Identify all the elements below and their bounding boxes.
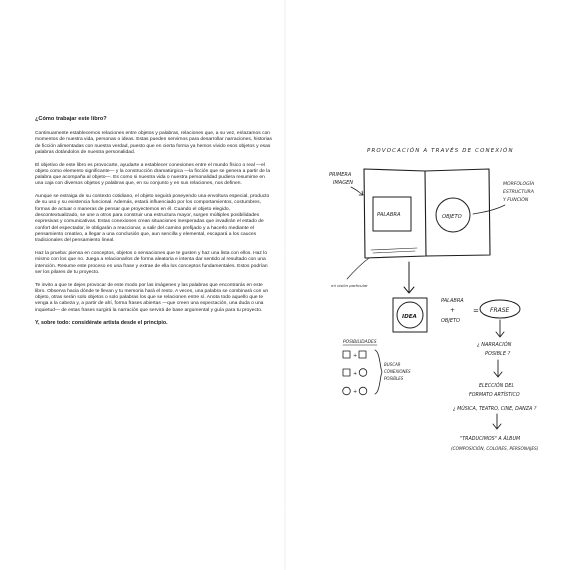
possibility-row-1 [343, 351, 366, 359]
circle-shape [359, 369, 367, 377]
label-composicion: (COMPOSICIÓN, COLORES, PERSONAJES) [451, 447, 539, 452]
hand-drawn-diagram [285, 0, 570, 570]
label-buscar: BUSCAR [384, 362, 401, 367]
section-heading: ¿Cómo trabajar este libro? [35, 116, 107, 122]
label-conexiones: CONEXIONES [384, 369, 411, 374]
label-estructura: ESTRUCTURA [503, 190, 534, 195]
label-posibilidades: POSIBILIDADES [343, 340, 377, 345]
closing-line: Y, sobre todo: considérate artista desde el principio. [35, 320, 168, 327]
book-text-lines [371, 248, 417, 253]
label-posibles: POSIBLES [384, 376, 404, 381]
plus-sign: + [353, 353, 358, 359]
label-morfologia: MORFOLOGÍA [503, 182, 535, 187]
label-imagen: IMAGEN [333, 180, 353, 186]
paragraph-1: Continuamente establecemos relaciones entre objetos y palabras, relaciones que, a su vez, enlazamos con momentos de nuestra vida, personas o ideas. Estas pueden servirnos para desarrollar narraciones, historias de ficción alimentadas con nuestra verdad, puesto que en cierta forma ya hemos vivido esos objetos y esas palabras dotándolos de nuestra personalidad. [35, 131, 272, 155]
arrow-primera-imagen [351, 187, 363, 195]
square-shape [343, 369, 350, 376]
label-plus: + [450, 307, 456, 314]
label-primera: PRIMERA [329, 172, 352, 178]
label-formatos: ¿ MÚSICA, TEATRO, CINE, DANZA ? [453, 407, 537, 412]
label-traducimos: "TRADUCIMOS" A ÁLBUM [460, 437, 521, 442]
idea-label: IDEA [402, 314, 417, 320]
label-narracion: ¿ NARRACIÓN [477, 342, 512, 348]
arrow-mi-vision [347, 258, 369, 279]
plus-sign: + [353, 371, 358, 377]
circle-shape [343, 387, 351, 395]
label-objeto: OBJETO [441, 318, 460, 324]
paragraph-2: El objetivo de este libro es provocarte, ayudarte a establecer conexiones entre el mundo físico o real —el objeto como elemento significante— y la construcción dramatúrgica —la ficción que se genera a partir de la palabra que acompaña al objeto—. Es como si nuestra vida o nuestra personalidad pudiera resumirse en una caja con diversos objetos y palabras que, en su conjunto y en sus relaciones, nos definen. [35, 162, 271, 187]
palabra-box-label: PALABRA [377, 212, 401, 218]
frase-label: FRASE [490, 307, 510, 314]
label-palabra: PALABRA [441, 298, 464, 304]
label-equals: = [473, 307, 479, 315]
label-mi-vision: mi visión particular [331, 283, 368, 288]
square-shape [359, 351, 366, 358]
label-funcion: Y FUNCIÓN [503, 198, 529, 203]
possibility-row-3 [343, 387, 367, 395]
paragraph-4: Haz la prueba: piensa en conceptos, objetos o sensaciones que te gusten y haz una lista con ellos. Haz lo mismo con los que no. Juega a relacionarlos de forma aleatoria e intenta dar sentido al resultado con una intención. Resume este proceso en una frase y extrae de ella los conceptos fundamentales. Estos podrían ser los pilares de tu proyecto. [35, 250, 268, 275]
text-column [35, 116, 273, 333]
square-shape [343, 351, 350, 358]
objeto-circle-label: OBJETO [442, 214, 462, 220]
bracket [375, 350, 382, 394]
label-posible: POSIBLE ? [485, 351, 511, 357]
possibility-row-2 [343, 369, 367, 377]
diagram-title: PROVOCACIÓN A TRAVÉS DE CONEXIÓN [367, 148, 514, 154]
plus-sign: + [353, 389, 358, 395]
label-eleccion: ELECCIÓN DEL [479, 384, 515, 389]
paragraph-3: Aunque se extraiga de su contexto cotidiano, el objeto seguirá poseyendo una envoltura especial, producto de su uso y su existencia funcional. Además, estará influenciado por los comportamientos, costumbres, formas de actuar o maneras de pensar que proyectemos en él. Cuando el objeto elegido, descontextualizado, se une a otros para construir una estructura mayor, surgen múltiples posibilidades expresivas y comunicativas. Estas conexiones crean situaciones inesperadas que invadirán el estado de confort del espectador, le obligarán a reaccionar, a salir del camino prefijado y a hacerlo mediante el pensamiento creativo, a llegar a una conclusión que, aun sencilla y elemental, escapará a los cauces tradicionales del pensamiento lineal. [35, 194, 270, 244]
circle-shape [359, 387, 367, 395]
paragraph-5: Te invito a que te dejes provocar de este modo por las imágenes y las palabras que encontrarás en este libro. Observa hacia dónde te llevan y tu memoria hará el resto. A veces, una palabra se combinará con un objeto, otras serán solo objetos o solo palabras los que se relacionen entre sí. Anota todo aquello que te venga a la cabeza y, a partir de ahí, forma frases abiertas —que creen una expectación, una duda o una inquietud— de estas frases surgirá la narración que servirá de base argumental y guía para tu proyecto. [35, 282, 269, 313]
label-formato: FORMATO ARTÍSTICO [469, 393, 520, 398]
